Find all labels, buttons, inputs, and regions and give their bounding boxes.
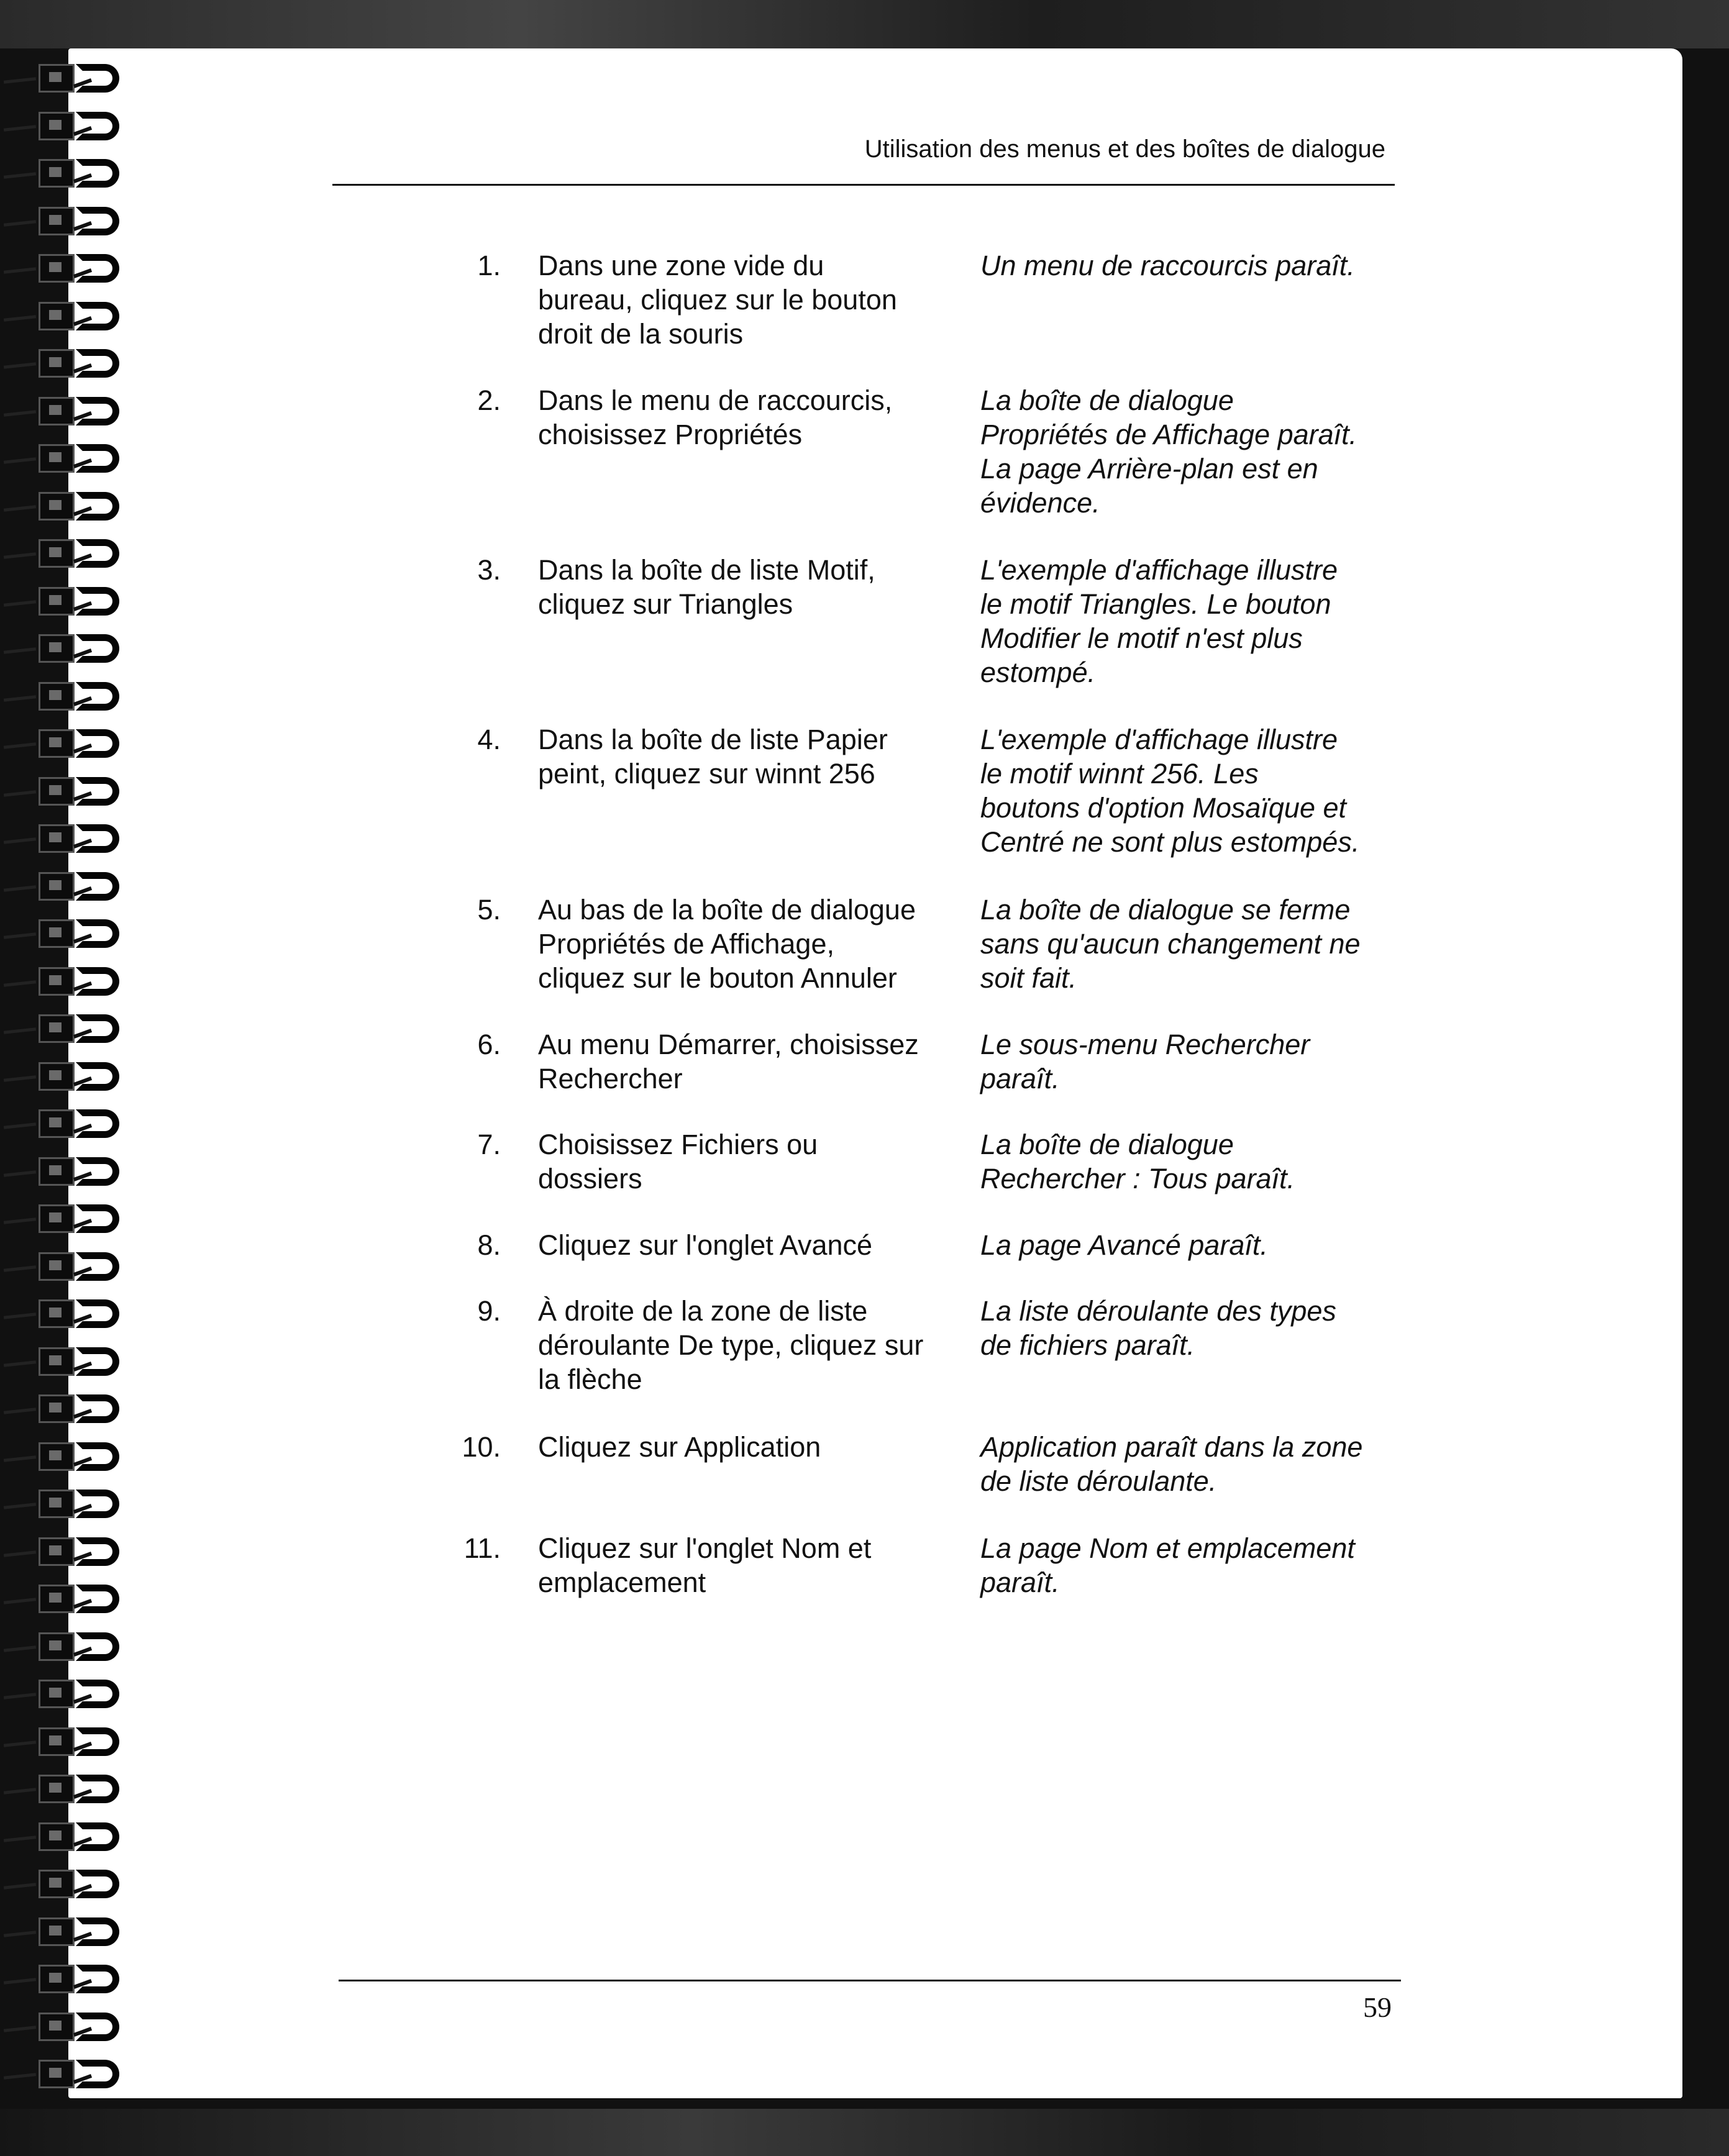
binding-ring	[0, 1342, 143, 1381]
binding-ring	[0, 1009, 143, 1048]
binding-coil	[76, 1299, 119, 1328]
binding-ring	[0, 2008, 143, 2046]
binding-coil	[76, 1870, 119, 1898]
binding-coil	[76, 159, 119, 188]
binding-hole	[39, 682, 75, 711]
binding-dash	[4, 1788, 36, 1794]
binding-hole	[39, 444, 75, 473]
binding-coil	[76, 1157, 119, 1186]
binding-dash	[4, 837, 36, 844]
binding-hole	[39, 729, 75, 758]
binding-hole	[39, 207, 75, 235]
binding-dash	[4, 1265, 36, 1271]
binding-ring	[0, 249, 143, 288]
binding-ring	[0, 1152, 143, 1191]
binding-dash	[4, 1503, 36, 1509]
binding-ring	[0, 534, 143, 573]
binding-dash	[4, 220, 36, 226]
binding-ring	[0, 1580, 143, 1618]
binding-hole	[39, 1727, 75, 1756]
running-header: Utilisation des menus et des boîtes de dialogue	[864, 135, 1385, 163]
binding-hole	[39, 1299, 75, 1328]
binding-coil	[76, 302, 119, 330]
step-result: La boîte de dialogue Propriétés de Affichage paraît. La page Arrière-plan est en évidence.	[980, 384, 1357, 519]
binding-ring	[0, 297, 143, 335]
binding-dash	[4, 2073, 36, 2079]
binding-hole	[39, 1917, 75, 1946]
binding-ring	[0, 2055, 143, 2093]
binding-ring	[0, 867, 143, 906]
binding-hole	[39, 1775, 75, 1803]
binding-coil	[76, 967, 119, 996]
binding-dash	[4, 885, 36, 891]
binding-dash	[4, 1170, 36, 1176]
binding-coil	[76, 729, 119, 758]
binding-hole	[39, 1490, 75, 1518]
binding-ring	[0, 1532, 143, 1571]
step-result: La boîte de dialogue se ferme sans qu'aucun changement ne soit fait.	[980, 894, 1361, 994]
binding-hole	[39, 1632, 75, 1661]
binding-dash	[4, 1312, 36, 1319]
page-number: 59	[1363, 1991, 1392, 2023]
binding-dash	[4, 410, 36, 416]
binding-coil	[76, 1965, 119, 1993]
step-result: La liste déroulante des types de fichiers paraît.	[980, 1295, 1336, 1361]
binding-ring	[0, 1770, 143, 1808]
binding-hole	[39, 967, 75, 996]
binding-ring	[0, 582, 143, 621]
step-action: Cliquez sur Application	[538, 1431, 821, 1463]
binding-ring	[0, 107, 143, 145]
binding-hole	[39, 1585, 75, 1613]
binding-coil	[76, 587, 119, 616]
binding-dash	[4, 315, 36, 321]
binding-ring	[0, 1485, 143, 1523]
step-number: 2.	[477, 384, 501, 416]
binding-hole	[39, 1157, 75, 1186]
step-action: Dans la boîte de liste Papier peint, cliquez sur winnt 256	[538, 724, 888, 789]
binding-hole	[39, 1822, 75, 1851]
binding-dash	[4, 1550, 36, 1557]
binding-ring	[0, 1960, 143, 1998]
binding-ring	[0, 962, 143, 1001]
binding-coil	[76, 1347, 119, 1376]
step-result: L'exemple d'affichage illustre le motif Triangles. Le bouton Modifier le motif n'est plus estompé.	[980, 554, 1338, 688]
binding-ring	[0, 819, 143, 858]
binding-hole	[39, 919, 75, 948]
binding-hole	[39, 872, 75, 901]
binding-dash	[4, 1740, 36, 1747]
binding-coil	[76, 872, 119, 901]
step-number: 8.	[477, 1229, 501, 1261]
binding-dash	[4, 1122, 36, 1129]
binding-hole	[39, 1062, 75, 1091]
binding-ring	[0, 1865, 143, 1903]
binding-hole	[39, 1014, 75, 1043]
binding-hole	[39, 254, 75, 283]
binding-coil	[76, 207, 119, 235]
step-action: Au bas de la boîte de dialogue Propriétés de Affichage, cliquez sur le bouton Annuler	[538, 894, 916, 994]
binding-ring	[0, 1294, 143, 1333]
binding-dash	[4, 1027, 36, 1034]
binding-hole	[39, 1870, 75, 1898]
binding-dash	[4, 600, 36, 606]
binding-dash	[4, 552, 36, 558]
step-action: Dans la boîte de liste Motif, cliquez sur Triangles	[538, 554, 875, 620]
binding-ring	[0, 1437, 143, 1476]
binding-dash	[4, 1978, 36, 1984]
binding-dash	[4, 125, 36, 131]
step-number: 7.	[477, 1129, 501, 1160]
binding-dash	[4, 1931, 36, 1937]
binding-hole	[39, 2060, 75, 2088]
binding-dash	[4, 647, 36, 653]
binding-ring	[0, 1104, 143, 1143]
footer-rule	[339, 1980, 1401, 1981]
binding-dash	[4, 1835, 36, 1842]
header-rule	[332, 184, 1395, 186]
binding-hole	[39, 1537, 75, 1566]
binding-coil	[76, 349, 119, 378]
binding-hole	[39, 1442, 75, 1471]
step-number: 1.	[477, 250, 501, 281]
binding-coil	[76, 1680, 119, 1708]
binding-coil	[76, 539, 119, 568]
step-action: Dans une zone vide du bureau, cliquez sur le bouton droit de la souris	[538, 250, 897, 350]
binding-dash	[4, 1598, 36, 1604]
binding-dash	[4, 362, 36, 368]
binding-dash	[4, 172, 36, 178]
binding-dash	[4, 1883, 36, 1889]
step-action: Choisissez Fichiers ou dossiers	[538, 1129, 818, 1194]
binding-coil	[76, 1585, 119, 1613]
binding-ring	[0, 59, 143, 98]
binding-coil	[76, 634, 119, 663]
spiral-binding	[0, 59, 143, 2109]
step-action: Au menu Démarrer, choisissez Rechercher	[538, 1029, 919, 1094]
step-result: Un menu de raccourcis paraît.	[980, 250, 1355, 281]
binding-ring	[0, 487, 143, 525]
binding-dash	[4, 1693, 36, 1699]
binding-ring	[0, 1247, 143, 1286]
scan-top-border	[0, 0, 1729, 48]
binding-coil	[76, 777, 119, 806]
step-number: 6.	[477, 1029, 501, 1060]
binding-hole	[39, 159, 75, 188]
scan-bottom-border	[0, 2109, 1729, 2156]
binding-coil	[76, 1252, 119, 1281]
binding-ring	[0, 1675, 143, 1713]
step-number: 11.	[463, 1532, 501, 1564]
binding-hole	[39, 1347, 75, 1376]
binding-hole	[39, 634, 75, 663]
binding-coil	[76, 112, 119, 140]
step-result: Le sous-menu Rechercher paraît.	[980, 1029, 1310, 1094]
binding-coil	[76, 1062, 119, 1091]
binding-coil	[76, 1109, 119, 1138]
binding-ring	[0, 629, 143, 668]
binding-hole	[39, 302, 75, 330]
binding-coil	[76, 444, 119, 473]
binding-hole	[39, 1109, 75, 1138]
binding-ring	[0, 1722, 143, 1761]
binding-dash	[4, 1075, 36, 1081]
binding-ring	[0, 202, 143, 240]
binding-hole	[39, 64, 75, 93]
binding-dash	[4, 1408, 36, 1414]
step-action: À droite de la zone de liste déroulante De type, cliquez sur la flèche	[538, 1295, 924, 1395]
binding-ring	[0, 439, 143, 478]
binding-dash	[4, 77, 36, 83]
binding-coil	[76, 1204, 119, 1233]
step-number: 10.	[462, 1431, 501, 1463]
binding-dash	[4, 742, 36, 748]
binding-hole	[39, 112, 75, 140]
binding-ring	[0, 1817, 143, 1856]
binding-hole	[39, 397, 75, 425]
binding-ring	[0, 344, 143, 383]
binding-hole	[39, 349, 75, 378]
step-action: Cliquez sur l'onglet Avancé	[538, 1229, 873, 1261]
binding-ring	[0, 1390, 143, 1428]
binding-ring	[0, 1199, 143, 1238]
binding-dash	[4, 2026, 36, 2032]
step-result: Application paraît dans la zone de liste déroulante.	[980, 1431, 1363, 1497]
binding-hole	[39, 1204, 75, 1233]
binding-hole	[39, 824, 75, 853]
binding-coil	[76, 1014, 119, 1043]
binding-ring	[0, 724, 143, 763]
binding-coil	[76, 682, 119, 711]
step-result: La boîte de dialogue Rechercher : Tous paraît.	[980, 1129, 1295, 1194]
binding-coil	[76, 1442, 119, 1471]
binding-coil	[76, 2060, 119, 2088]
binding-ring	[0, 154, 143, 193]
binding-hole	[39, 1680, 75, 1708]
step-action: Cliquez sur l'onglet Nom et emplacement	[538, 1532, 872, 1598]
binding-coil	[76, 1537, 119, 1566]
binding-dash	[4, 790, 36, 796]
binding-hole	[39, 1252, 75, 1281]
binding-ring	[0, 1057, 143, 1096]
binding-coil	[76, 1490, 119, 1518]
step-result: La page Avancé paraît.	[980, 1229, 1268, 1261]
binding-coil	[76, 254, 119, 283]
binding-hole	[39, 1965, 75, 1993]
binding-ring	[0, 677, 143, 716]
binding-coil	[76, 1822, 119, 1851]
binding-hole	[39, 492, 75, 521]
binding-coil	[76, 397, 119, 425]
binding-coil	[76, 64, 119, 93]
binding-hole	[39, 539, 75, 568]
binding-coil	[76, 1917, 119, 1946]
binding-coil	[76, 1775, 119, 1803]
binding-dash	[4, 1360, 36, 1367]
binding-ring	[0, 914, 143, 953]
binding-dash	[4, 457, 36, 463]
step-number: 9.	[477, 1295, 501, 1327]
binding-coil	[76, 492, 119, 521]
binding-hole	[39, 1394, 75, 1423]
binding-ring	[0, 392, 143, 430]
binding-ring	[0, 1627, 143, 1666]
step-number: 3.	[477, 554, 501, 586]
step-result: La page Nom et emplacement paraît.	[980, 1532, 1355, 1598]
binding-coil	[76, 1632, 119, 1661]
binding-coil	[76, 919, 119, 948]
step-result: L'exemple d'affichage illustre le motif winnt 256. Les boutons d'option Mosaïque et Centré ne sont plus estompés.	[980, 724, 1360, 858]
binding-coil	[76, 1727, 119, 1756]
binding-dash	[4, 1455, 36, 1462]
step-action: Dans le menu de raccourcis, choisissez Propriétés	[538, 384, 893, 450]
binding-ring	[0, 1913, 143, 1951]
binding-coil	[76, 824, 119, 853]
binding-dash	[4, 932, 36, 939]
binding-dash	[4, 695, 36, 701]
step-number: 5.	[477, 894, 501, 926]
binding-dash	[4, 267, 36, 273]
binding-dash	[4, 1645, 36, 1652]
binding-dash	[4, 980, 36, 986]
binding-coil	[76, 2013, 119, 2041]
binding-dash	[4, 1217, 36, 1224]
step-number: 4.	[477, 724, 501, 755]
binding-dash	[4, 505, 36, 511]
binding-hole	[39, 587, 75, 616]
binding-coil	[76, 1394, 119, 1423]
binding-hole	[39, 777, 75, 806]
binding-hole	[39, 2013, 75, 2041]
binding-ring	[0, 772, 143, 811]
